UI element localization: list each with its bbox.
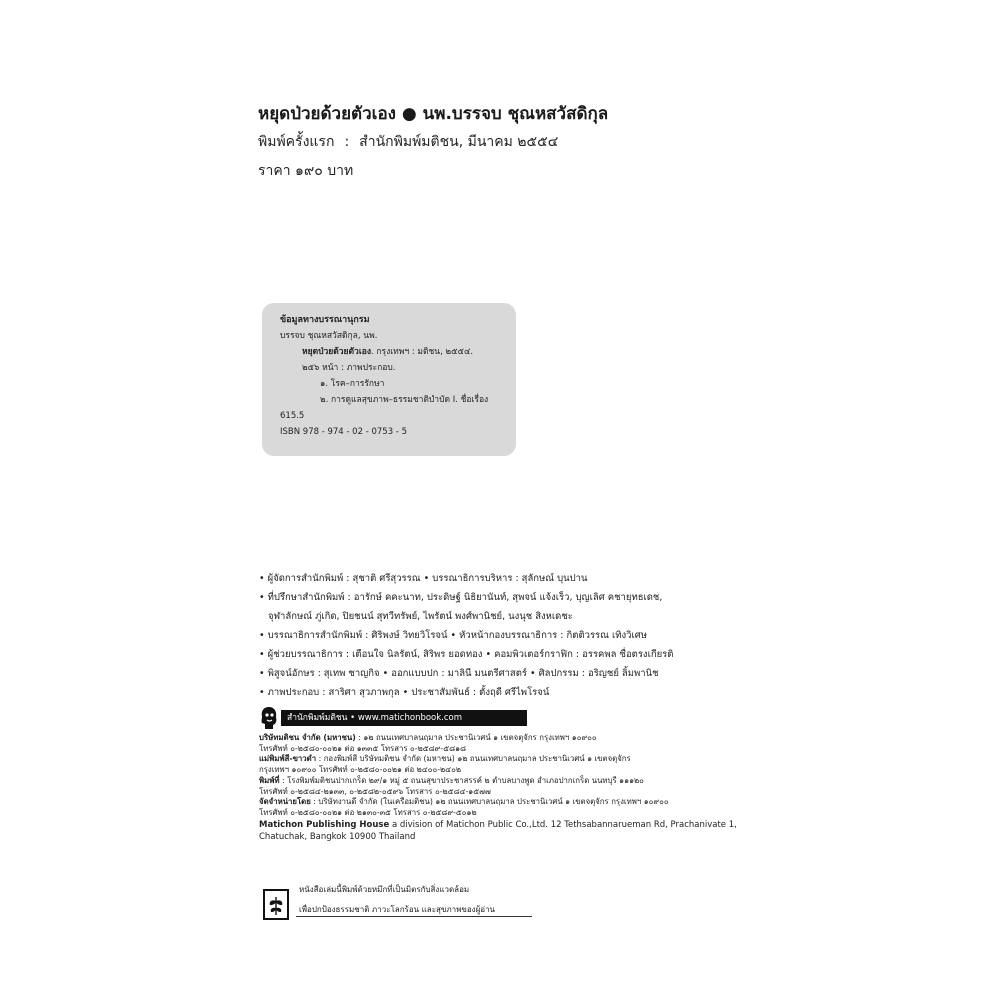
cip-publication: . กรุงเทพฯ : มติชน, ๒๕๕๔.: [370, 347, 474, 357]
publisher-address: : ๑๒ ถนนเทศบาลนฤมาล ประชานิเวศน์ ๑ เขตจตุจักร กรุงเทพฯ ๑๐๙๐๐: [355, 733, 597, 742]
english-publisher-line: [259, 819, 737, 831]
color-plate-address: : กองพิมพ์สี บริษัทมติชน จำกัด (มหาชน) ๑๒ ถนนเทศบาลนฤมาล ประชานิเวศน์ ๑ เขตจตุจักร: [316, 754, 631, 764]
matichon-head-logo-icon: [259, 706, 279, 730]
staff-line: • ผู้ช่วยบรรณาธิการ : เตือนใจ นิลรัตน์, สิริพร ยอดทอง • คอมพิวเตอร์กราฟิก : อรรคพล ซื่อตรงเกียรติ: [259, 649, 674, 660]
english-publisher-city: Chatuchak, Bangkok 10900 Thailand: [259, 831, 416, 842]
printer-phone: โทรศัพท์ ๐-๒๕๘๔-๒๑๓๓, ๐-๒๕๘๒-๐๕๙๖ โทรสาร ๐-๒๕๘๔-๑๕๗๗: [259, 786, 491, 796]
staff-line: • ที่ปรึกษาสำนักพิมพ์ : อารักษ์ คคะนาท, ประดิษฐ์ นิธิยานันท์, สุพจน์ แจ้งเร็ว, บุญเลิศ คชายุทธเดช,: [259, 592, 663, 603]
publisher-name: บริษัทมติชน จำกัด (มหาชน): [259, 733, 356, 742]
cip-title-line: [280, 344, 516, 360]
printer-address: : โรงพิมพ์มติชนปากเกร็ด ๒๙/๑ หมู่ ๕ ถนนสุขาประชาสรรค์ ๒ ตำบลบางพูด อำเภอปากเกร็ด นนทบุรี ๑๑๑๒๐: [279, 775, 644, 785]
distributor-address: : บริษัทงานดี จำกัด (ในเครือมติชน) ๑๒ ถนนเทศบาลนฤมาล ประชานิเวศน์ ๑ เขตจตุจักร กรุงเทพฯ ๑๐๙๐๐: [310, 797, 669, 807]
publisher-phone: โทรศัพท์ ๐-๒๕๘๐-๐๐๒๑ ต่อ ๑๓๓๕ โทรสาร ๐-๒๕๘๙-๕๘๑๘: [259, 743, 467, 753]
color-plate-label: แม่พิมพ์สี-ขาวดำ: [259, 754, 317, 764]
english-publisher-address: a division of Matichon Public Co.,Ltd. 12 Tethsabannarueman Rd, Prachanivate 1,: [389, 819, 737, 830]
publisher-line: [259, 733, 729, 744]
distributor-phone: โทรศัพท์ ๐-๒๕๘๐-๐๐๒๑ ต่อ ๒๑๓๐-๓๕ โทรสาร ๐-๒๕๘๙-๕๐๑๒: [259, 807, 477, 817]
staff-line: จุฬาลักษณ์ ภู่เกิด, ปิยชนน์ สุทวีทรัพย์, ไพรัตน์ พงศ์พานิชย์, นงนุช สิงหเดชะ: [268, 611, 573, 622]
distributor-line: [259, 797, 729, 808]
cip-classification: 615.5: [280, 411, 305, 421]
eco-ink-note: [262, 880, 532, 922]
eco-note-line-2: เพื่อปกป้องธรรมชาติ ภาวะโลกร้อน และสุขภาพของผู้อ่าน: [299, 905, 496, 914]
edition-separator: :: [344, 134, 350, 150]
english-publisher-name: Matichon Publishing House: [259, 819, 390, 830]
printer-line: [259, 776, 729, 787]
cip-subject-2: ๒. การดูแลสุขภาพ–ธรรมชาติบำบัด I. ชื่อเรื่อง: [320, 395, 489, 405]
staff-line: • พิสูจน์อักษร : สุเทพ ชาญกิจ • ออกแบบปก : มาลินี มนตรีศาสตร์ • ศิลปกรรม : อริญชย์ ลิ้มพานิช: [259, 668, 659, 679]
publisher-info: [259, 733, 737, 843]
cip-book-title: หยุดป่วยด้วยตัวเอง: [302, 347, 371, 357]
book-title-line: หยุดป่วยด้วยตัวเอง ● นพ.บรรจบ ชุณหสวัสดิกุล: [258, 104, 609, 124]
eco-book-leaf-icon: [262, 888, 292, 922]
cip-heading: ข้อมูลทางบรรณานุกรม: [280, 315, 370, 325]
edition-label: พิมพ์ครั้งแรก: [258, 134, 335, 150]
eco-note-rule: [296, 916, 532, 917]
cip-isbn: ISBN 978 - 974 - 02 - 0753 - 5: [280, 427, 407, 437]
staff-line: • บรรณาธิการสำนักพิมพ์ : ศิริพงษ์ วิทยวิโรจน์ • หัวหน้ากองบรรณาธิการ : กิตติวรรณ เทิงวิเศษ: [259, 630, 648, 641]
first-edition-line: [258, 131, 558, 153]
color-plate-line: [259, 754, 729, 765]
eco-note-line-1: หนังสือเล่มนี้พิมพ์ด้วยหมึกที่เป็นมิตรกับสิ่งแวดล้อม: [299, 885, 470, 894]
edition-value: สำนักพิมพ์มติชน, มีนาคม ๒๕๕๔: [359, 134, 559, 150]
color-plate-phone: กรุงเทพฯ ๑๐๙๐๐ โทรศัพท์ ๐-๒๕๘๐-๐๐๒๑ ต่อ ๒๔๐๐-๒๔๐๒: [259, 765, 461, 775]
banner-text: สำนักพิมพ์มติชน • www.matichonbook.com: [281, 710, 527, 726]
price-line: ราคา ๑๙๐ บาท: [258, 163, 354, 179]
cip-subject-1: ๑. โรค–การรักษา: [320, 379, 385, 389]
distributor-label: จัดจำหน่ายโดย: [259, 797, 311, 807]
publisher-banner: [259, 706, 527, 730]
staff-line: • ภาพประกอบ : สาริศา สุวภาพกุล • ประชาสัมพันธ์ : ตั้งฤดี ศรีไพโรจน์: [259, 687, 550, 698]
staff-line: • ผู้จัดการสำนักพิมพ์ : สุชาติ ศรีสุวรรณ • บรรณาธิการบริหาร : สุลักษณ์ บุนปาน: [259, 573, 588, 584]
cataloging-in-publication-box: [262, 303, 516, 456]
staff-credits: [259, 569, 729, 702]
cip-author: บรรจบ ชุณหสวัสดิกุล, นพ.: [280, 331, 378, 341]
cip-pages: ๒๕๖ หน้า : ภาพประกอบ.: [302, 363, 396, 373]
printer-label: พิมพ์ที่: [259, 775, 280, 785]
